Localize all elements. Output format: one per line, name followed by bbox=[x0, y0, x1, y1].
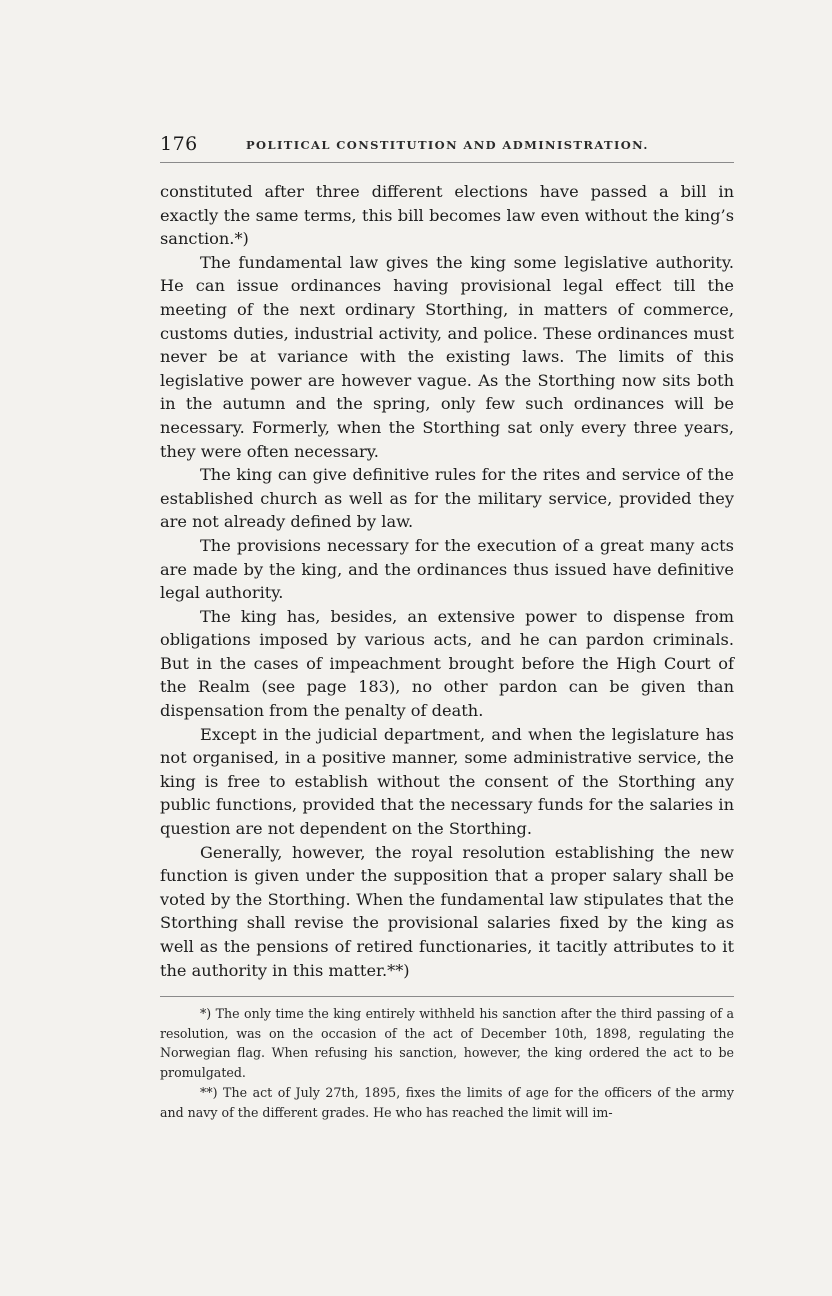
header-rule bbox=[160, 162, 734, 163]
running-title: POLITICAL CONSTITUTION AND ADMINISTRATION. bbox=[246, 138, 649, 152]
page-header bbox=[160, 133, 734, 155]
paragraph: The king has, besides, an extensive power to dispense from obligations imposed by various acts, and he can pardon criminals. But in the cases of impeachment brought before the High Court of the Realm (see page 183), no other pardon can be given than dispensation from the penalty of death. bbox=[160, 606, 734, 721]
paragraph: Generally, however, the royal resolution establishing the new function is given under the supposition that a proper salary shall be voted by the Storthing. When the fundamental law stipulates that the Storthing shall revise the provisional salaries fixed by the king as well as the pensions of retired functionaries, it tacitly attributes to it the authority in this matter.**) bbox=[160, 842, 734, 980]
body-text bbox=[160, 180, 734, 982]
paragraph: The fundamental law gives the king some legislative authority. He can issue ordinances having provisional legal effect till the meeting of the next ordinary Storthing, in matters of commerce, customs duties, industrial activity, and police. These ordinances must never be at variance with the existing laws. The limits of this legislative power are however vague. As the Storthing now sits both in the autumn and the spring, only few such ordinances will be necessary. Formerly, when the Storthing sat only every three years, they were often necessary. bbox=[160, 252, 734, 461]
page-number: 176 bbox=[160, 133, 198, 155]
footnotes bbox=[160, 1004, 734, 1122]
paragraph: The king can give definitive rules for the rites and service of the established church as well as for the military service, provided they are not already defined by law. bbox=[160, 465, 734, 532]
paragraph-continuation: constituted after three different elections have passed a bill in exactly the same terms, this bill becomes law even without the king’s sanction.*) bbox=[160, 182, 734, 249]
footnote: **) The act of July 27th, 1895, fixes the limits of age for the officers of the army and navy of the different grades. He who has reached the limit will im- bbox=[160, 1084, 734, 1120]
paragraph: Except in the judicial department, and when the legislature has not organised, in a positive manner, some administrative service, the king is free to establish without the consent of the Storthing any public functions, provided that the necessary funds for the salaries in question are not dependent on the Storthing. bbox=[160, 724, 734, 839]
footnote: *) The only time the king entirely withheld his sanction after the third passing of a resolution, was on the occasion of the act of December 10th, 1898, regulating the Norwegian flag. When refusing his sanction, however, the king ordered the act to be promulgated. bbox=[160, 1006, 734, 1081]
footnote-rule bbox=[160, 996, 734, 997]
paragraph: The provisions necessary for the execution of a great many acts are made by the king, and the ordinances thus issued have definitive legal authority. bbox=[160, 535, 734, 603]
